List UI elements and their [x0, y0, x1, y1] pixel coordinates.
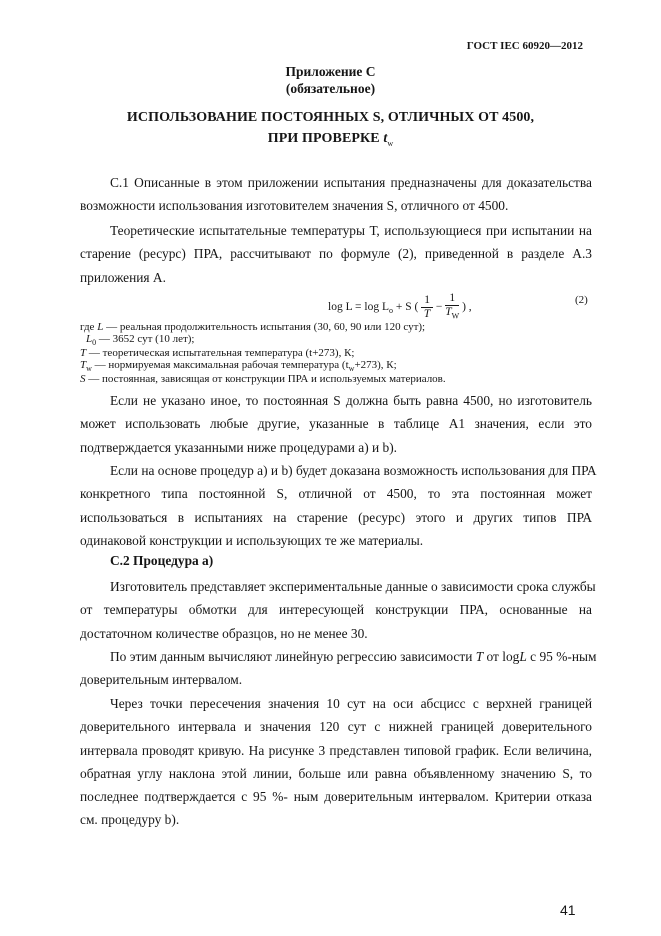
section-title-line1: ИСПОЛЬЗОВАНИЕ ПОСТОЯННЫХ S, ОТЛИЧНЫХ ОТ 4500, [126, 110, 535, 125]
formula-number: (2) [575, 294, 588, 306]
fraction-1-over-Tw: $\frac{1}{T_W}$ [445, 292, 460, 321]
section-c2-heading: С.2 Процедура а) [110, 553, 214, 568]
definition-Tw: $T_w$ — нормируемая максимальная рабочая температура $(t_w+273)$, К; [80, 358, 397, 373]
paragraph-c1: С.1 Описанные в этом приложении испытания предназначены для доказательства возможности использования изготовителем значения S, отличного от 4500. [80, 175, 592, 214]
definition-L: где L — реальная продолжительность испытания (30, 60, 90 или 120 сут); [80, 321, 426, 333]
paragraph-experimental-data: Изготовитель представляет экспериментальные данные о зависимости срока службы от температуры обмотки для интересующей конструкции ПРА, основанные на достаточном количестве образцов, но не менее 30. [80, 579, 596, 641]
page-number: 41 [560, 902, 576, 918]
paragraph-alternate-s: Если на основе процедур а) и b) будет доказана возможность использования для ПРА конкретного типа постоянной S, отличной от 4500, то эта постоянная может использоваться в испытаниях на старение (ресурс) этого и других типов ПРА одинаковой конструкции и использующих те же материалы. [80, 463, 597, 548]
definition-L0: $L_0$ — 3652 сут (10 лет); [86, 332, 195, 347]
section-title-line2: ПРИ ПРОВЕРКЕ $t_w$ [267, 131, 394, 148]
formula-2: $\log L = \log L_o + S$ ( $\frac{1}{T}$ − $\frac{1}{T_W}$ ) , [328, 292, 472, 321]
appendix-title: Приложение С [285, 64, 376, 79]
paragraph-curve: Через точки пересечения значения 10 сут на оси абсцисс с верхней границей доверительного интервала и значения 120 сут с нижней границей доверительного интервала проводят кривую. На рисунке 3 представлен типовой график. Если величина, обратная углу наклона этой линии, больше или равна объявленному значению S, то последнее подтверждается с 95 %- ным доверительным интервалом. Критерии отказа см. процедуру b). [80, 696, 592, 828]
paragraph-regression: По этим данным вычисляют линейную регрессию зависимости T от logL с 95 %-ным доверительным интервалом. [80, 649, 597, 688]
appendix-status: (обязательное) [285, 81, 376, 96]
definition-S: S — постоянная, зависящая от конструкции ПРА и используемых материалов. [80, 373, 446, 386]
formula-definitions [80, 322, 600, 386]
document-header: ГОСТ IEC 60920—2012 [466, 40, 583, 52]
fraction-1-over-T: $\frac{1}{T}$ [421, 294, 433, 321]
paragraph-theoretical-temps: Теоретические испытательные температуры Т, использующиеся при испытании на старение (ресурс) ПРА, рассчитывают по формуле (2), приведенной в разделе А.3 приложения А. [80, 223, 592, 285]
paragraph-default-s: Если не указано иное, то постоянная S должна быть равна 4500, но изготовитель может использовать любые другие, указанные в таблице А1 значения, если это подтверждается указанными ниже процедурами а) и b). [80, 393, 592, 455]
definition-T: T — теоретическая испытательная температура (t+273), К; [80, 347, 355, 360]
